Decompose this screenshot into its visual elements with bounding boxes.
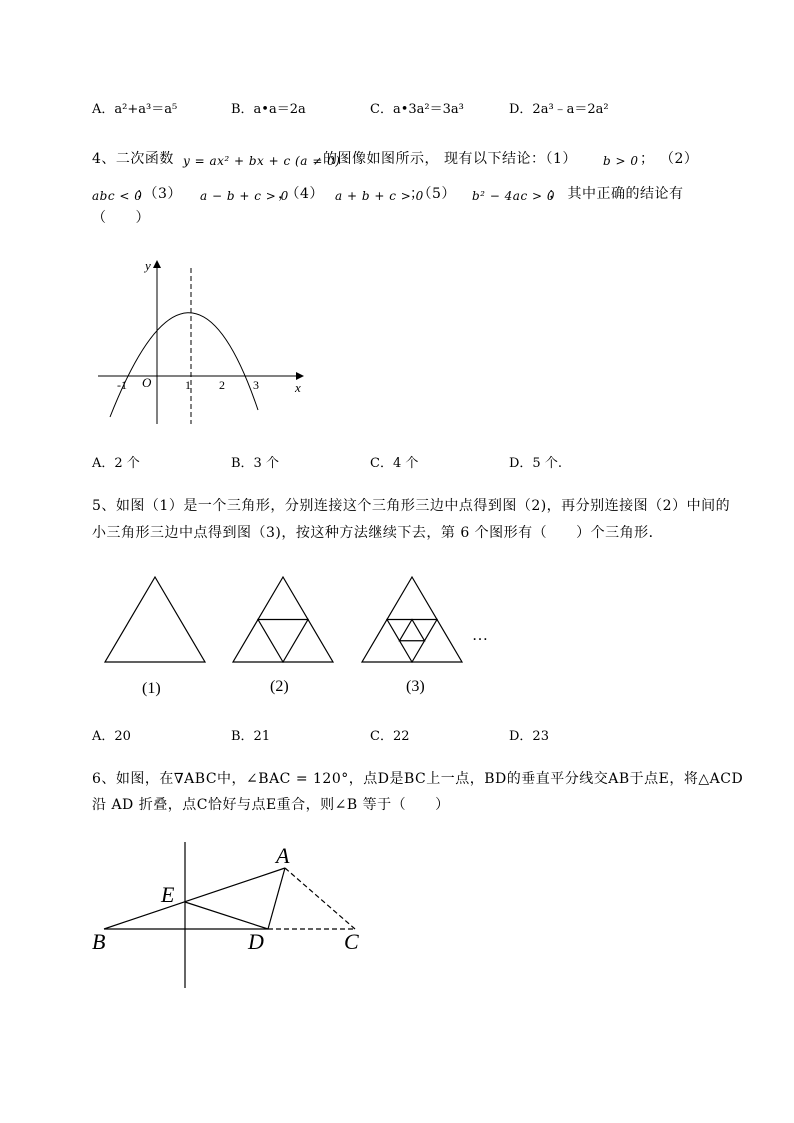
q3-option-b: B．a•a＝2a — [231, 102, 306, 117]
point-label-e: E — [161, 882, 175, 907]
q4-option-c: C．4 个 — [370, 456, 419, 471]
fig-label-3: (3) — [406, 678, 425, 695]
tick-label-3: 3 — [253, 378, 259, 392]
tick-label-neg1: -1 — [117, 378, 127, 392]
origin-label: O — [142, 375, 152, 390]
q5-stem-line1: 5、如图（1）是一个三角形，分别连接这个三角形三边中点得到图（2)，再分别连接图（2）中间的 — [92, 498, 731, 514]
q4-conclusion-3: a − b + c > 0 — [200, 189, 289, 203]
parabola-curve — [110, 313, 258, 417]
q4-formula: y = ax² + bx + c (a ≠ 0) — [183, 154, 341, 168]
q3-option-a: A．a²+a³＝a⁵ — [92, 102, 178, 117]
fig-label-1: (1) — [142, 680, 161, 697]
q4-c5-label: ；（5） — [410, 186, 456, 202]
q4-option-d: D．5 个. — [509, 456, 562, 471]
q6-geometry-figure — [90, 840, 390, 1000]
segment-ad — [268, 868, 285, 929]
q4-c3-label: ；（3） — [136, 186, 182, 202]
point-label-c: C — [344, 929, 359, 954]
q5-option-a: A．20 — [92, 729, 131, 744]
segment-ac — [285, 868, 355, 929]
q5-triangle-figures — [100, 572, 520, 702]
q4-option-b: B．3 个 — [231, 456, 279, 471]
triangle-fig3-inner — [400, 620, 425, 641]
q4-conclusion-2: abc < 0 — [92, 189, 143, 203]
triangle-fig2-mid — [258, 620, 308, 663]
q5-stem-line2: 小三角形三边中点得到图（3)，按这种方法继续下去，第 6 个图形有（ ）个三角形． — [92, 525, 664, 541]
point-label-d: D — [248, 929, 264, 954]
segment-ed — [185, 902, 268, 929]
triangle-fig1 — [105, 577, 205, 662]
tick-label-2: 2 — [219, 378, 225, 392]
q6-stem-line1: 6、如图，在∇ABC中，∠BAC = 120°，点D是BC上一点，BD的垂直平分线交AB于点E，将△ACD — [92, 771, 744, 787]
q4-c2-label: （2） — [660, 151, 699, 167]
q5-option-d: D．23 — [509, 729, 549, 744]
q5-option-b: B．21 — [231, 729, 271, 744]
segment-ab — [104, 868, 285, 929]
point-label-b: B — [92, 929, 106, 954]
q6-stem-line2: 沿 AD 折叠，点C恰好与点E重合，则∠B 等于（ ） — [92, 797, 450, 813]
q3-option-c: C．a•3a²＝3a³ — [370, 102, 464, 117]
y-axis-label: y — [145, 258, 151, 273]
x-axis-label: x — [295, 380, 301, 395]
q4-option-a: A．2 个 — [92, 456, 140, 471]
q4-answer-blank: （ ） — [92, 210, 150, 226]
q4-parabola-graph — [90, 252, 310, 432]
fig-label-2: (2) — [270, 678, 289, 695]
q4-conclusion-5: b² − 4ac > 0 — [472, 189, 556, 203]
ellipsis: … — [472, 627, 488, 644]
q4-conclusion-4: a + b + c > 0 — [335, 189, 424, 203]
q4-c4-label: ，（4） — [278, 186, 324, 202]
q3-option-d: D．2a³﹣a＝2a² — [509, 102, 609, 117]
tick-label-1: 1 — [185, 378, 191, 392]
q4-tail: ； 其中正确的结论有 — [548, 186, 684, 202]
q4-sep-1: ； — [640, 151, 655, 167]
q5-option-c: C．22 — [370, 729, 410, 744]
q4-conclusion-1: b > 0 — [603, 154, 639, 168]
point-label-a: A — [276, 843, 290, 868]
q4-text: 的图像如图所示， 现有以下结论：（1） — [323, 151, 577, 167]
q4-number: 4、二次函数 — [92, 151, 174, 167]
